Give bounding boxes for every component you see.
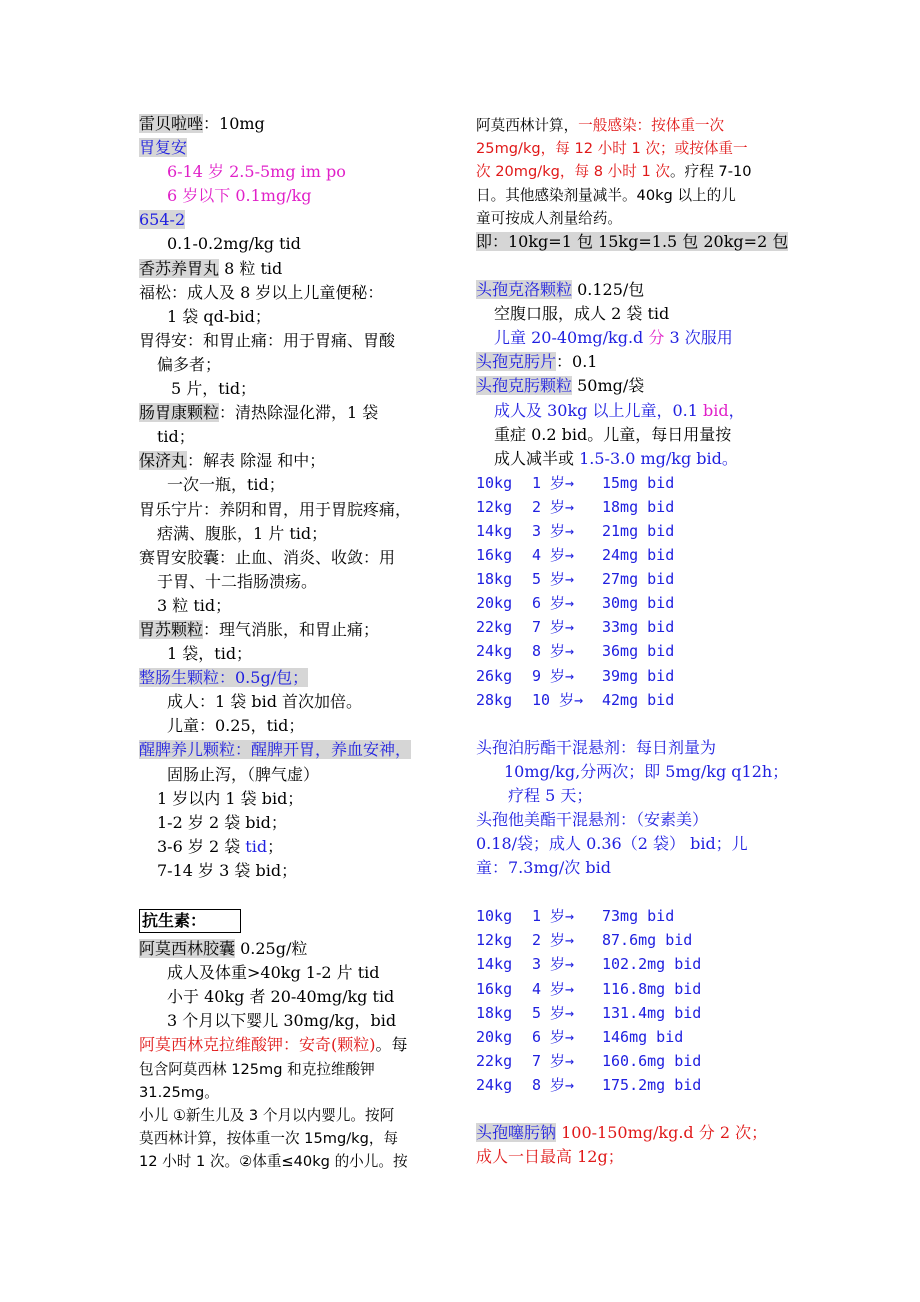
table-cell: 116.8mg bid (602, 979, 702, 998)
table-cell: 8 岁→ (532, 642, 575, 661)
dose-line: 0.1-0.2mg/kg tid (167, 234, 301, 254)
table-cell: 102.2mg bid (602, 955, 702, 974)
dose-line: 小于 40kg 者 20-40mg/kg tid (167, 987, 395, 1007)
table-cell: 2 岁→ (532, 931, 575, 950)
dose-line: 3 粒 tid； (157, 595, 232, 615)
table-row (476, 977, 788, 1001)
text-line: 莫西林计算，按体重一次 15mg/kg，每 (139, 1130, 399, 1148)
table-cell: 5 岁→ (532, 1003, 575, 1022)
table-cell: 20kg (476, 594, 513, 613)
table-cell: 42mg bid (602, 690, 675, 709)
dose-line: 1 岁以内 1 袋 bid； (157, 788, 304, 808)
table-cell: 10 岁→ (532, 690, 584, 709)
section-antibiotics: 抗生素： (139, 907, 451, 931)
table-cell: 18kg (476, 570, 513, 589)
dose-line: 10mg/kg,分两次；即 5mg/kg q12h； (504, 761, 789, 781)
drug-xiangsu: 香苏养胃丸 8 粒 tid (139, 258, 283, 278)
table-row (476, 1073, 788, 1097)
dose-line: 重症 0.2 bid。儿童，每日用量按 (494, 424, 732, 444)
table-cell: 3 岁→ (532, 955, 575, 974)
table-row (476, 1001, 788, 1025)
table-cell: 7 岁→ (532, 1051, 575, 1070)
dose-line: 一次一瓶，tid； (167, 475, 285, 495)
table-row (476, 688, 788, 712)
table-cell: 15mg bid (602, 473, 675, 492)
table-row (476, 1025, 788, 1049)
table-row (476, 567, 788, 591)
dose-line: 空腹口服，成人 2 袋 tid (494, 304, 670, 324)
drug-metoclopramide: 胃复安 (139, 138, 188, 158)
table-cell: 12kg (476, 497, 513, 516)
table-cell: 39mg bid (602, 666, 675, 685)
drug-xingpiyanger: 醒脾养儿颗粒：醒脾开胃，养血安神， (139, 740, 412, 760)
table-row (476, 639, 788, 663)
table-row (476, 904, 788, 928)
table-cell: 22kg (476, 618, 513, 637)
table-cell: 16kg (476, 546, 513, 565)
table-cell: 6 岁→ (532, 1027, 575, 1046)
dose-line: 1 袋 qd-bid； (167, 306, 271, 326)
table-cell: 7 岁→ (532, 618, 575, 637)
drug-cefotaxime: 头孢噻肟钠 100-150mg/kg.d 分 2 次； (476, 1123, 768, 1143)
left-column (139, 112, 451, 1174)
dose-line: 儿童：0.25，tid； (167, 716, 305, 736)
table-cell: 3 岁→ (532, 521, 575, 540)
text-line: 31.25mg。 (139, 1083, 219, 1101)
dose-line: tid； (157, 427, 195, 447)
dosage-summary: 即：10kg=1 包 15kg=1.5 包 20kg=2 包 (476, 231, 789, 251)
table-cell: 2 岁→ (532, 497, 575, 516)
dosage-table-cefixime (476, 471, 788, 712)
table-cell: 146mg bid (602, 1027, 684, 1046)
table-cell: 24kg (476, 1075, 513, 1094)
dose-line: 3-6 岁 2 袋 tid； (157, 836, 284, 856)
table-row (476, 471, 788, 495)
table-row (476, 664, 788, 688)
text-line: 固肠止泻，（脾气虚） (167, 764, 320, 784)
table-cell: 33mg bid (602, 618, 675, 637)
table-row (476, 615, 788, 639)
right-column (476, 114, 788, 1169)
text-line: 阿莫西林计算，一般感染：按体重一次 (476, 117, 725, 134)
table-row (476, 1049, 788, 1073)
dose-line: 1 袋，tid； (167, 644, 253, 664)
drug-cefixime-tablet: 头孢克肟片：0.1 (476, 352, 598, 372)
drug-cefaclor: 头孢克洛颗粒 0.125/包 (476, 280, 645, 300)
dosage-table-cefetamet (476, 904, 788, 1097)
table-row (476, 495, 788, 519)
dose-line: 成人及 30kg 以上儿童，0.1 bid， (494, 400, 745, 420)
dose-line: 1-2 岁 2 袋 bid； (157, 812, 287, 832)
table-cell: 4 岁→ (532, 979, 575, 998)
table-cell: 12kg (476, 931, 513, 950)
text-line: 次 20mg/kg，每 8 小时 1 次。疗程 7-10 (476, 163, 752, 181)
table-row (476, 543, 788, 567)
table-cell: 30mg bid (602, 594, 675, 613)
drug-baojiwan: 保济丸：解表 除湿 和中； (139, 451, 326, 471)
drug-amoxiclav: 阿莫西林克拉维酸钾：安奇(颗粒)。每 (139, 1035, 408, 1055)
table-cell: 14kg (476, 521, 513, 540)
dose-line: 疗程 5 天； (508, 785, 593, 805)
table-cell: 1 岁→ (532, 907, 575, 926)
drug-rabeprazole: 雷贝啦唑：10mg (139, 114, 265, 133)
table-cell: 9 岁→ (532, 666, 575, 685)
table-cell: 73mg bid (602, 907, 675, 926)
dose-line: 7-14 岁 3 袋 bid； (157, 860, 298, 880)
drug-weisu: 胃苏颗粒：理气消胀，和胃止痛； (139, 619, 380, 639)
dose-line: 童：7.3mg/次 bid (476, 858, 611, 878)
table-cell: 4 岁→ (532, 546, 575, 565)
text-line: 25mg/kg，每 12 小时 1 次；或按体重一 (476, 140, 748, 158)
table-cell: 18kg (476, 1003, 513, 1022)
table-cell: 28kg (476, 690, 513, 709)
dose-line: 成人：1 袋 bid 首次加倍。 (167, 692, 363, 712)
drug-654-2: 654-2 (139, 210, 186, 230)
dose-line: 0.18/袋；成人 0.36（2 袋） bid；儿 (476, 834, 748, 854)
table-cell: 10kg (476, 473, 513, 492)
drug-amoxicillin: 阿莫西林胶囊 0.25g/粒 (139, 939, 308, 959)
text-line: 于胃、十二指肠溃疡。 (157, 571, 318, 591)
table-cell: 26kg (476, 666, 513, 685)
text-line: 12 小时 1 次。②体重≤40kg 的小儿。按 (139, 1153, 408, 1171)
dose-line: 6 岁以下 0.1mg/kg (167, 186, 312, 206)
drug-changweikang: 肠胃康颗粒：清热除湿化滞，1 袋 (139, 403, 379, 423)
text-line: 童可按成人剂量给药。 (476, 209, 622, 227)
drug-weidean: 胃得安：和胃止痛：用于胃痛、胃酸 (139, 330, 396, 350)
table-cell: 175.2mg bid (602, 1075, 702, 1094)
table-cell: 27mg bid (602, 570, 675, 589)
table-cell: 160.6mg bid (602, 1051, 702, 1070)
table-cell: 36mg bid (602, 642, 675, 661)
drug-cefetamet: 头孢他美酯干混悬剂：（安素美） (476, 810, 709, 829)
dose-line: 3 个月以下婴儿 30mg/kg，bid (167, 1011, 397, 1031)
table-cell: 5 岁→ (532, 570, 575, 589)
table-cell: 16kg (476, 979, 513, 998)
drug-fusong: 福松：成人及 8 岁以上儿童便秘： (139, 282, 384, 302)
dose-line: 成人减半或 1.5-3.0 mg/kg bid。 (494, 448, 738, 468)
table-cell: 8 岁→ (532, 1075, 575, 1094)
text-line: 小儿 ①新生儿及 3 个月以内婴儿。按阿 (139, 1106, 395, 1124)
table-cell: 20kg (476, 1027, 513, 1046)
table-cell: 1 岁→ (532, 473, 575, 492)
table-cell: 24kg (476, 642, 513, 661)
table-row (476, 952, 788, 976)
table-row (476, 519, 788, 543)
table-cell: 87.6mg bid (602, 931, 693, 950)
table-cell: 14kg (476, 955, 513, 974)
text-line: 日。其他感染剂量减半。40kg 以上的儿 (476, 186, 736, 204)
text-line: 偏多者； (157, 354, 222, 374)
drug-zhengchangsheng: 整肠生颗粒：0.5g/包； (139, 668, 309, 688)
table-cell: 10kg (476, 907, 513, 926)
dose-line: 成人一日最高 12g； (476, 1147, 624, 1167)
table-cell: 22kg (476, 1051, 513, 1070)
table-cell: 6 岁→ (532, 594, 575, 613)
drug-saiweian: 赛胃安胶囊：止血、消炎、收敛：用 (139, 547, 396, 567)
dose-line: 5 片，tid； (171, 379, 257, 399)
table-cell: 131.4mg bid (602, 1003, 702, 1022)
table-cell: 18mg bid (602, 497, 675, 516)
table-row (476, 591, 788, 615)
dose-line: 6-14 岁 2.5-5mg im po (167, 162, 346, 182)
table-cell: 24mg bid (602, 546, 675, 565)
drug-cefixime-granules: 头孢克肟颗粒 50mg/袋 (476, 376, 645, 396)
drug-cefpodoxime: 头孢泊肟酯干混悬剂：每日剂量为 (476, 737, 717, 757)
table-cell: 21mg bid (602, 521, 675, 540)
dose-line: 儿童 20-40mg/kg.d 分 3 次服用 (494, 328, 733, 348)
text-line: 痞满、腹胀，1 片 tid； (157, 523, 328, 543)
table-row (476, 928, 788, 952)
drug-weilening: 胃乐宁片：养阴和胃，用于胃脘疼痛， (139, 499, 412, 519)
dose-line: 成人及体重>40kg 1-2 片 tid (167, 963, 380, 983)
text-line: 包含阿莫西林 125mg 和克拉维酸钾 (139, 1060, 375, 1078)
